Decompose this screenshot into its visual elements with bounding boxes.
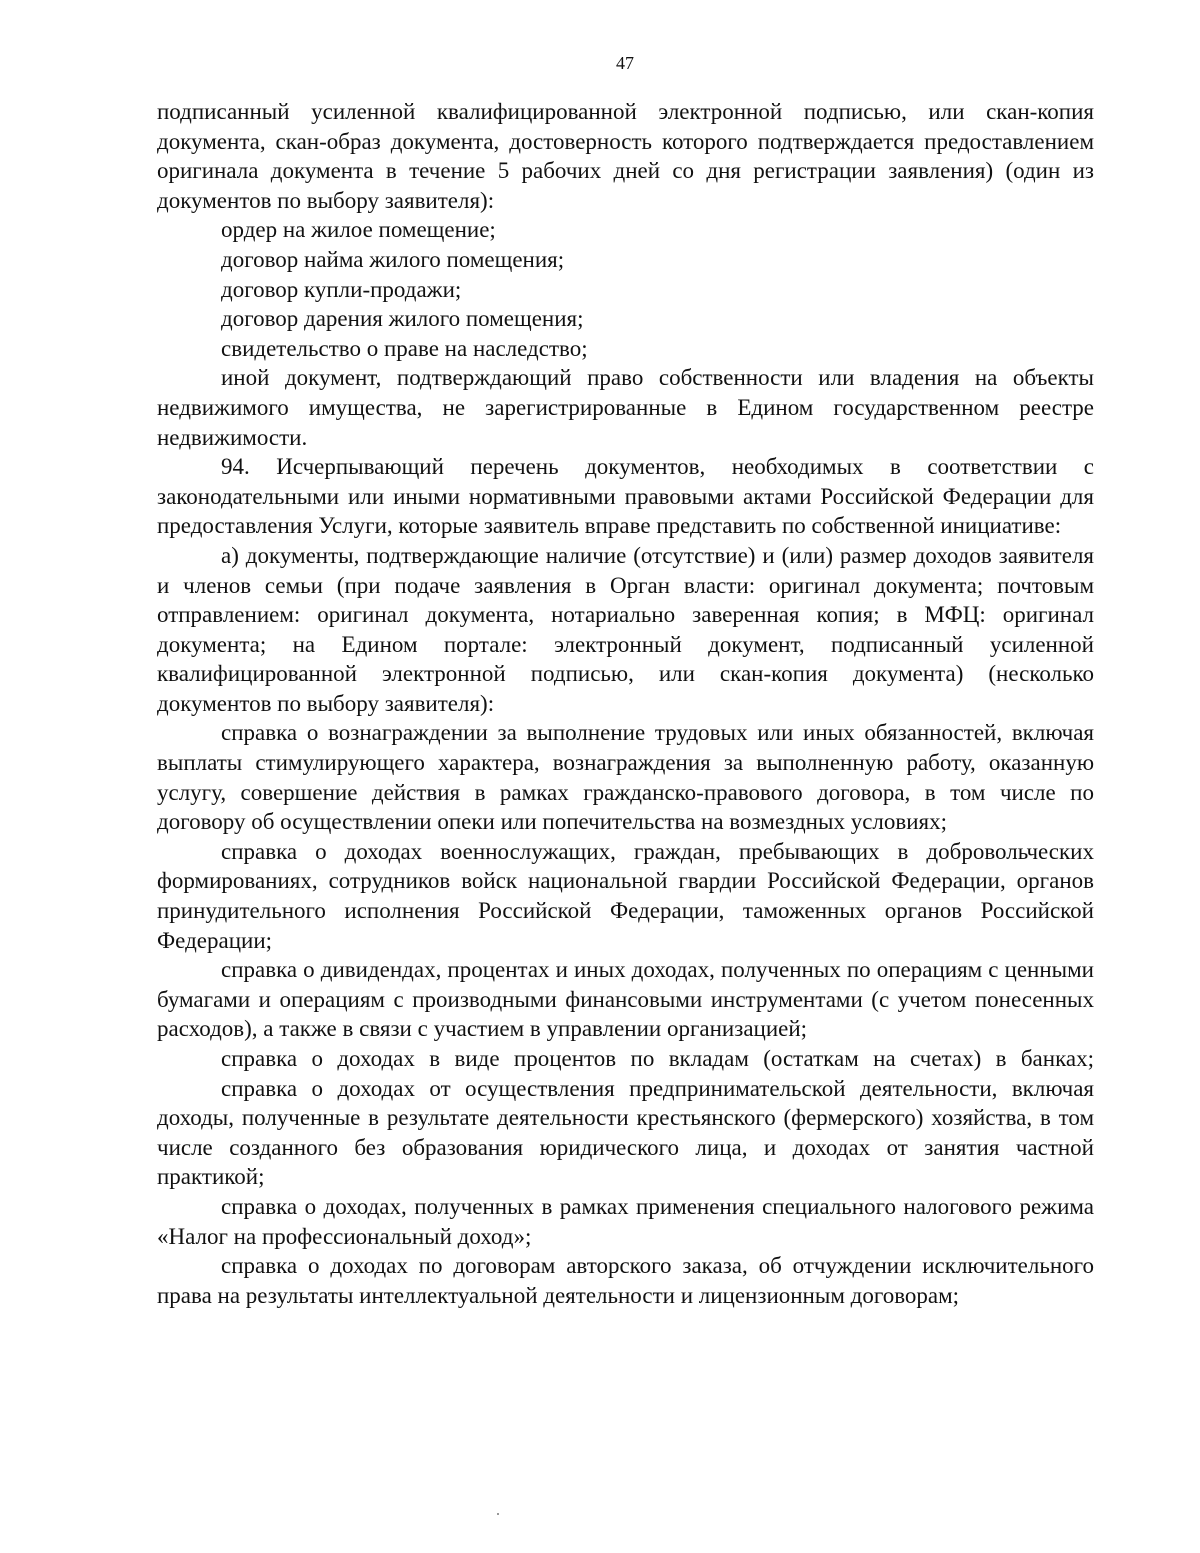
list-item: ордер на жилое помещение; [221, 217, 496, 243]
list-item: договор найма жилого помещения; [221, 246, 565, 272]
list-item: иной документ, подтверждающий право собственности или владения на объекты недвижимого имущества, не зарегистрированные в Едином государственном реестре недвижимости. [157, 365, 1094, 450]
list-item: свидетельство о праве на наследство; [221, 335, 588, 361]
list-item: справка о дивидендах, процентах и иных доходах, полученных по операциям с ценными бумагами и операциям с производными финансовыми инструментами (с учетом понесенных расходов), а также в связи с участием в управлении организацией; [157, 957, 1094, 1042]
list-item: справка о доходах от осуществления предпринимательской деятельности, включая доходы, полученные в результате деятельности крестьянского (фермерского) хозяйства, в том числе созданного без образования юридического лица, и доходах от занятия частной практикой; [157, 1075, 1094, 1190]
list-item: справка о доходах в виде процентов по вкладам (остаткам на счетах) в банках; [221, 1046, 1094, 1071]
clause-94: 94. Исчерпывающий перечень документов, необходимых в соответствии с законодательными или иными нормативными правовыми актами Российской Федерации для предоставления Услуги, которые заявитель вправе представить по собственной инициативе: [157, 454, 1094, 539]
list-item: справка о доходах по договорам авторского заказа, об отчуждении исключительного права на результаты интеллектуальной деятельности и лицензионным договорам; [157, 1253, 1094, 1308]
list-item: договор дарения жилого помещения; [221, 306, 584, 332]
list-item: справка о доходах военнослужащих, граждан, пребывающих в добровольческих формированиях, сотрудников войск национальной гвардии Российской Федерации, органов принудительного исполнения Российской Федерации, таможенных органов Российской Федерации; [157, 838, 1094, 953]
paragraph-continuation: подписанный усиленной квалифицированной электронной подписью, или скан-копия документа, скан-образ документа, достоверность которого подтверждается предоставлением оригинала документа в течение 5 рабочих дней со дня регистрации заявления) (один из документов по выбору заявителя): [157, 99, 1094, 213]
scan-speck [497, 1513, 499, 1515]
list-item: справка о доходах, полученных в рамках применения специального налогового режима «Налог на профессиональный доход»; [157, 1193, 1094, 1249]
subclause-a: а) документы, подтверждающие наличие (отсутствие) и (или) размер доходов заявителя и членов семьи (при подаче заявления в Орган власти: оригинал документа; почтовым отправлением: оригинал документа, нотариально заверенная копия; в МФЦ: оригинал документа; на Едином портале: электронный документ, подписанный усиленной квалифицированной электронной подписью, или скан-копия документа) (несколько документов по выбору заявителя): [157, 542, 1094, 716]
list-item: договор купли-продажи; [221, 276, 462, 302]
page-number: 47 [616, 53, 634, 73]
list-item: справка о вознаграждении за выполнение трудовых или иных обязанностей, включая выплаты стимулирующего характера, вознаграждения за выполненную работу, оказанную услугу, совершение действия в рамках гражданско-правового договора, в том числе по договору об осуществлении опеки или попечительства на возмездных условиях; [157, 720, 1094, 835]
document-body [157, 97, 1094, 1310]
